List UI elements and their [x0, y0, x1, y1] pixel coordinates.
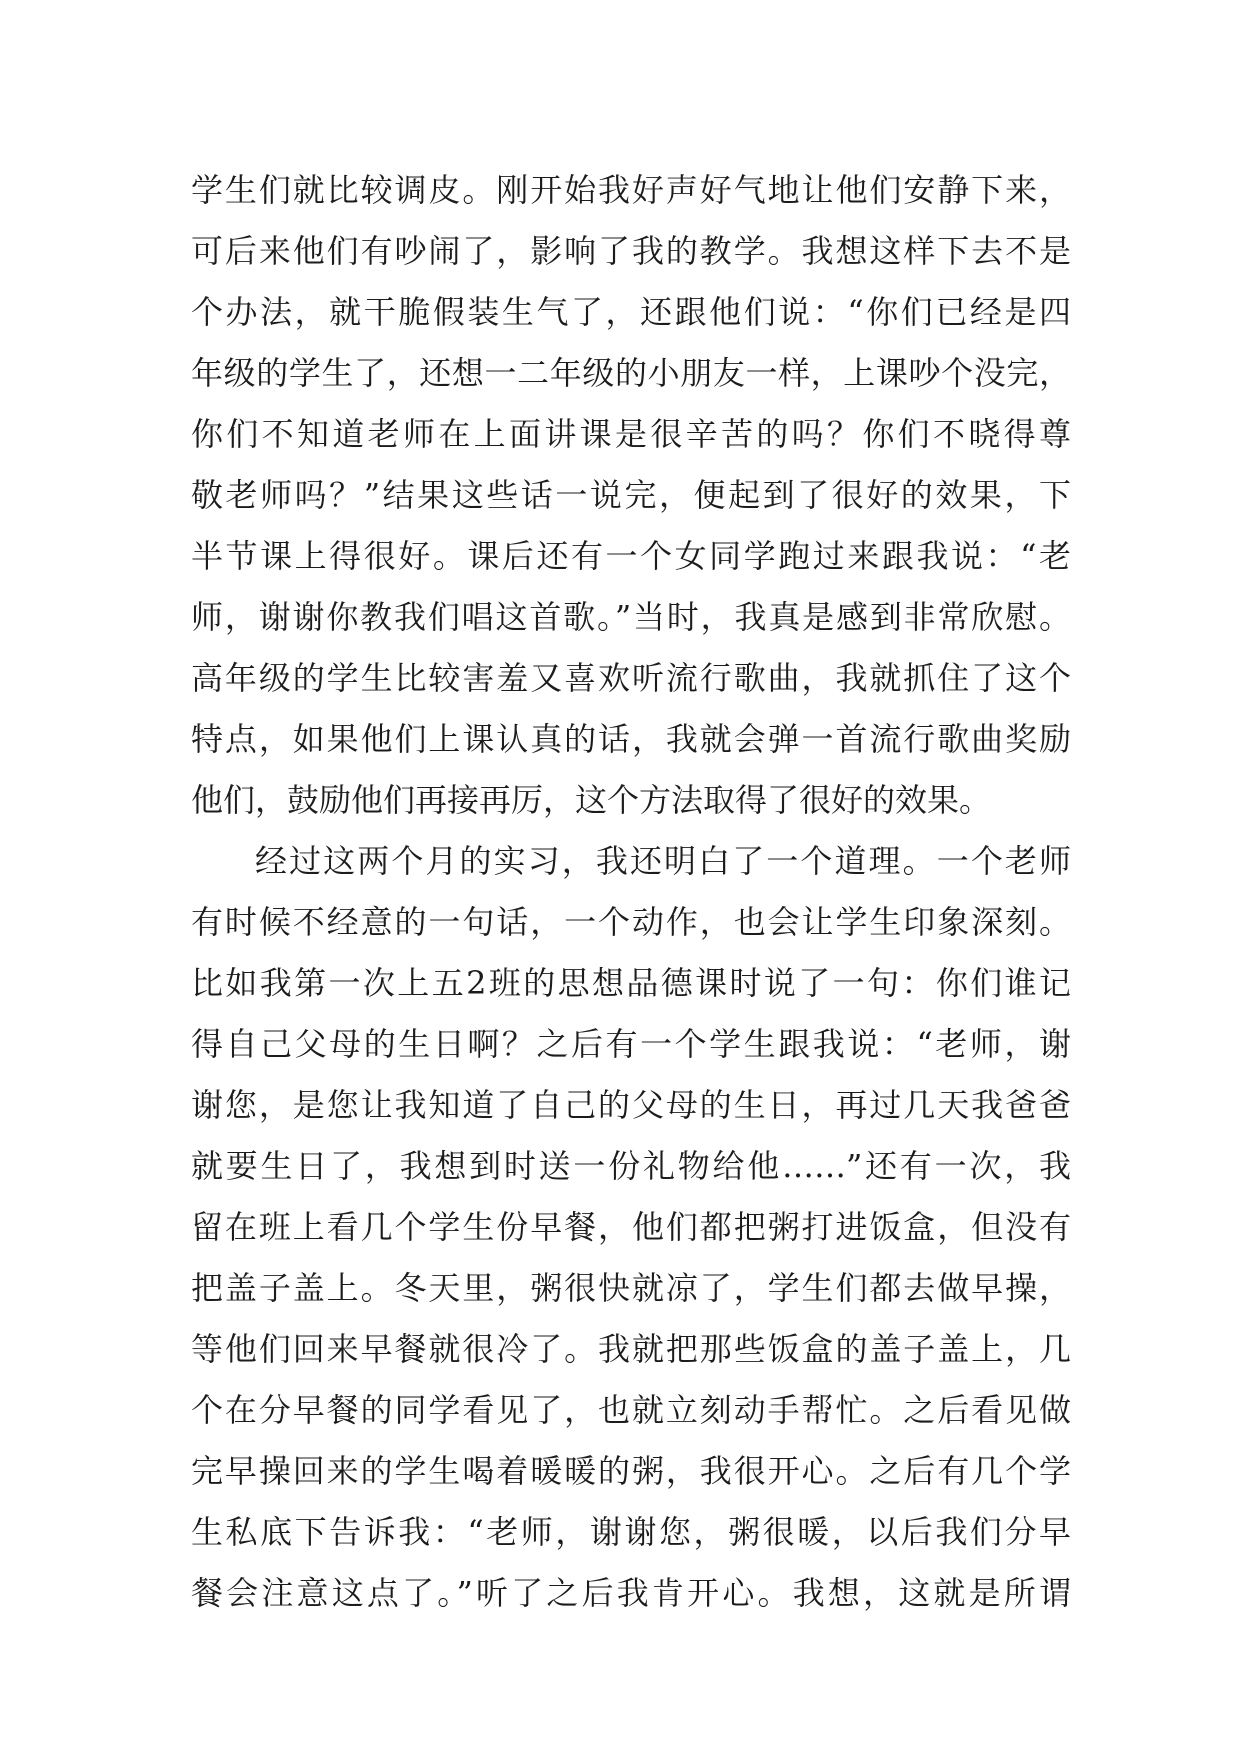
text-line-1: 学生们就比较调皮。刚开始我好声好气地让他们安静下来， — [191, 171, 1071, 209]
text-line-2: 可后来他们有吵闹了，影响了我的教学。我想这样下去不是 — [191, 232, 1071, 270]
text-line-21: 个在分早餐的同学看见了，也就立刻动手帮忙。之后看见做 — [191, 1391, 1071, 1429]
text-line-17: 就要生日了，我想到时送一份礼物给他……”还有一次，我 — [191, 1147, 1071, 1185]
text-line-18: 留在班上看几个学生份早餐，他们都把粥打进饭盒，但没有 — [191, 1208, 1071, 1246]
body-text — [191, 160, 1071, 1624]
text-line-7: 半节课上得很好。课后还有一个女同学跑过来跟我说：“老 — [191, 537, 1071, 575]
text-line-22: 完早操回来的学生喝着暖暖的粥，我很开心。之后有几个学 — [191, 1452, 1071, 1490]
text-line-14: 比如我第一次上五2班的思想品德课时说了一句：你们谁记 — [191, 964, 1071, 1002]
text-line-16: 谢您，是您让我知道了自己的父母的生日，再过几天我爸爸 — [191, 1086, 1071, 1124]
text-line-13: 有时候不经意的一句话，一个动作，也会让学生印象深刻。 — [191, 903, 1071, 941]
text-line-8: 师，谢谢你教我们唱这首歌。”当时，我真是感到非常欣慰。 — [191, 598, 1071, 636]
text-line-12: 经过这两个月的实习，我还明白了一个道理。一个老师 — [255, 842, 1071, 880]
text-line-19: 把盖子盖上。冬天里，粥很快就凉了，学生们都去做早操， — [191, 1269, 1071, 1307]
text-line-3: 个办法，就干脆假装生气了，还跟他们说：“你们已经是四 — [191, 293, 1071, 331]
text-line-10: 特点，如果他们上课认真的话，我就会弹一首流行歌曲奖励 — [191, 720, 1071, 758]
text-line-11: 他们，鼓励他们再接再厉，这个方法取得了很好的效果。 — [191, 781, 992, 819]
text-line-24: 餐会注意这点了。”听了之后我肯开心。我想，这就是所谓 — [191, 1574, 1071, 1612]
text-line-20: 等他们回来早餐就很冷了。我就把那些饭盒的盖子盖上，几 — [191, 1330, 1071, 1368]
text-line-5: 你们不知道老师在上面讲课是很辛苦的吗？你们不晓得尊 — [191, 415, 1071, 453]
text-line-6: 敬老师吗？”结果这些话一说完，便起到了很好的效果，下 — [191, 476, 1071, 514]
text-line-4: 年级的学生了，还想一二年级的小朋友一样，上课吵个没完， — [191, 354, 1071, 392]
text-line-23: 生私底下告诉我：“老师，谢谢您，粥很暖，以后我们分早 — [191, 1513, 1071, 1551]
text-line-9: 高年级的学生比较害羞又喜欢听流行歌曲，我就抓住了这个 — [191, 659, 1071, 697]
text-line-15: 得自己父母的生日啊？之后有一个学生跟我说：“老师，谢 — [191, 1025, 1071, 1063]
